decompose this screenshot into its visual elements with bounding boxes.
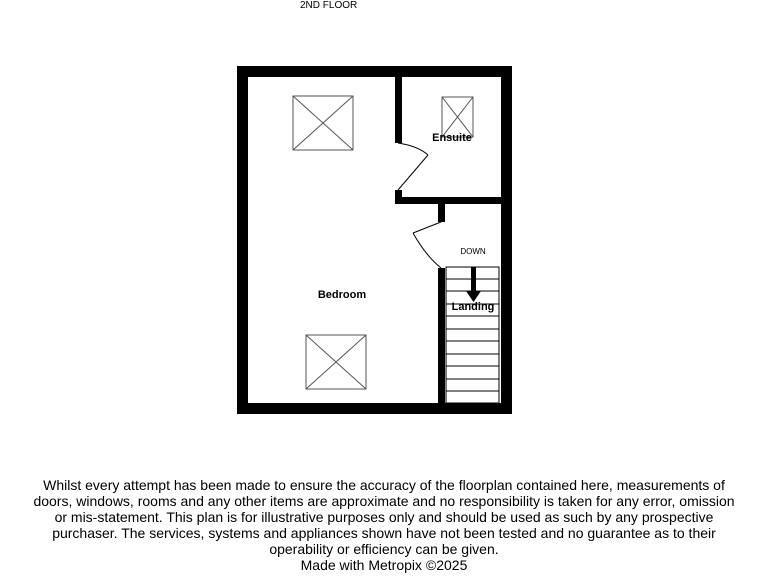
floor-title: 2ND FLOOR [300, 0, 358, 11]
disclaimer-text: Whilst every attempt has been made to ensure the accuracy of the floorplan contained here, measurements of doors, windows, rooms and any other items are approximate and no responsibility is taken for any error, omission or mis-statement. This plan is for illustrative purposes only and should be used as such by any prospective purchaser. The services, systems and appliances shown have not been tested and no guarantee as to their operability or efficiency can be given. [33, 477, 735, 557]
stairs-down-label: DOWN [460, 247, 486, 256]
skylight-ensuite [442, 97, 473, 137]
outer-walls [237, 66, 512, 414]
skylight-bedroom-top [293, 96, 353, 150]
stairs-down-arrow-icon [466, 267, 481, 302]
ensuite-label: Ensuite [432, 132, 472, 144]
landing-label: Landing [451, 301, 495, 313]
skylight-bedroom-bottom [306, 335, 366, 389]
disclaimer-block [30, 477, 738, 573]
landing-door [413, 222, 441, 268]
ensuite-door [398, 143, 428, 190]
bedroom-label: Bedroom [317, 289, 367, 301]
credit-text: Made with Metropix ©2025 [300, 557, 468, 573]
